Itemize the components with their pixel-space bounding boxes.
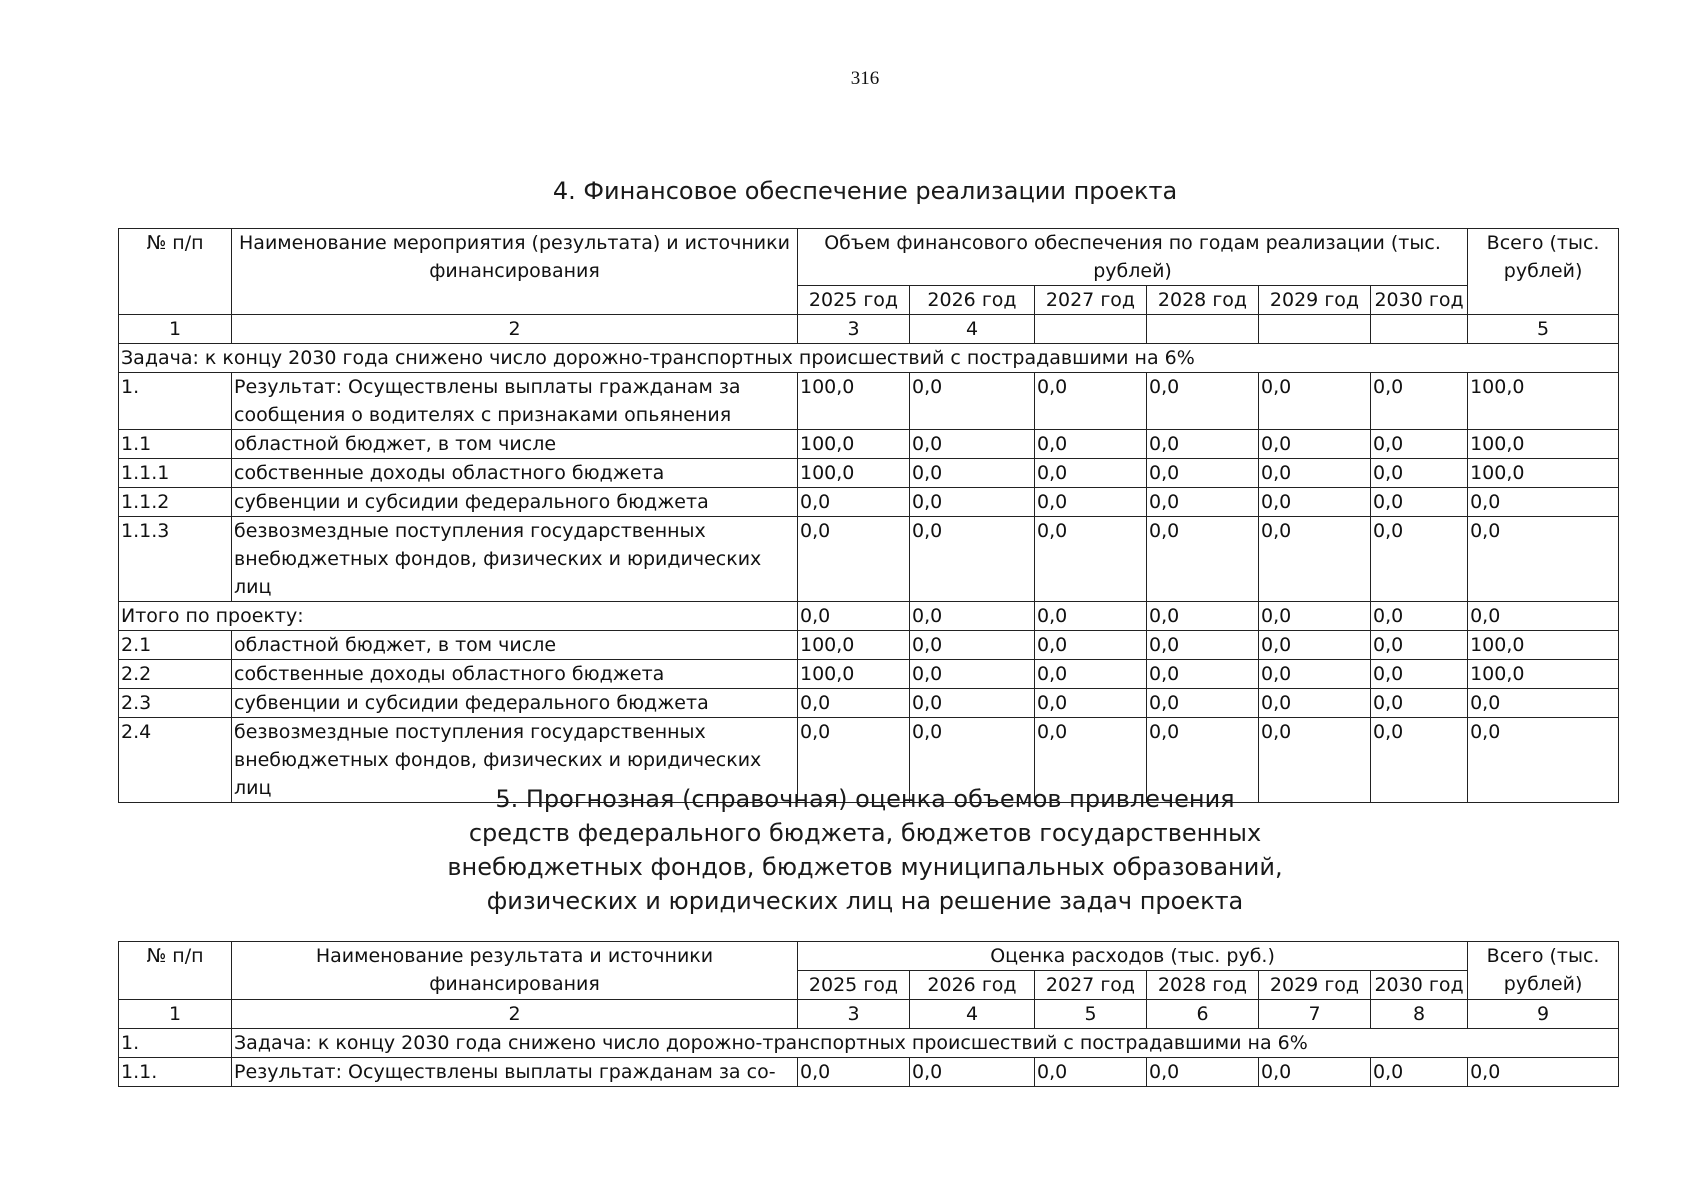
row-value: 0,0: [1259, 488, 1371, 517]
row-name: безвозмездные поступления государственных внебюджетных фондов, физических и юридических лиц: [232, 517, 798, 602]
row-num: 2.4: [119, 718, 232, 803]
row-value: 0,0: [1371, 488, 1468, 517]
row-value: 0,0: [1259, 430, 1371, 459]
row-value: 0,0: [798, 517, 910, 602]
row-num: 1.1.: [119, 1058, 232, 1087]
col-number: 8: [1371, 1000, 1468, 1029]
row-name: безвозмездные поступления государственных внебюджетных фондов, физических и юридических лиц: [232, 718, 798, 803]
total-value: 0,0: [1371, 602, 1468, 631]
row-total: 0,0: [1468, 718, 1619, 803]
row-value: 0,0: [910, 459, 1035, 488]
section-5-title: [0, 782, 1697, 918]
table-row: [119, 459, 1619, 488]
header-year: 2027 год: [1035, 286, 1147, 315]
row-value: 0,0: [1259, 689, 1371, 718]
row-num: 1.: [119, 373, 232, 430]
col-number: 1: [119, 315, 232, 344]
col-number: 5: [1035, 1000, 1147, 1029]
row-num: 1.1.3: [119, 517, 232, 602]
row-num: 1.1.1: [119, 459, 232, 488]
financing-table: [118, 228, 1619, 803]
col-number: [1371, 315, 1468, 344]
header-year: 2028 год: [1147, 971, 1259, 1000]
row-value: 0,0: [1147, 517, 1259, 602]
header-year: 2025 год: [798, 971, 910, 1000]
row-name: собственные доходы областного бюджета: [232, 660, 798, 689]
row-value: 100,0: [798, 660, 910, 689]
page-number: 316: [850, 68, 880, 89]
row-value: 0,0: [798, 1058, 910, 1087]
header-year: 2028 год: [1147, 286, 1259, 315]
header-year: 2025 год: [798, 286, 910, 315]
row-value: 0,0: [1147, 631, 1259, 660]
row-name: собственные доходы областного бюджета: [232, 459, 798, 488]
col-number: 2: [232, 1000, 798, 1029]
row-total: 0,0: [1468, 1058, 1619, 1087]
col-number: 6: [1147, 1000, 1259, 1029]
row-num: 2.1: [119, 631, 232, 660]
col-number: 3: [798, 315, 910, 344]
table-row: [119, 430, 1619, 459]
row-value: 0,0: [1147, 660, 1259, 689]
col-number: 2: [232, 315, 798, 344]
row-value: 0,0: [1147, 689, 1259, 718]
header-year: 2029 год: [1259, 971, 1371, 1000]
col-number: 1: [119, 1000, 232, 1029]
section-5-title-line: физических и юридических лиц на решение задач проекта: [486, 887, 1244, 915]
row-value: 100,0: [798, 373, 910, 430]
col-number: [1259, 315, 1371, 344]
task-row: Задача: к концу 2030 года снижено число дорожно-транспортных происшествий с пострадавшими на 6%: [232, 1029, 1619, 1058]
row-value: 0,0: [798, 718, 910, 803]
total-value: 0,0: [1259, 602, 1371, 631]
row-value: 0,0: [910, 689, 1035, 718]
row-value: 0,0: [1035, 689, 1147, 718]
row-value: 0,0: [1147, 1058, 1259, 1087]
row-name: Результат: Осуществлены выплаты гражданам за сообщения о водителях с признаками опьянения: [232, 373, 798, 430]
row-value: 0,0: [1259, 517, 1371, 602]
col-number: [1147, 315, 1259, 344]
table-row: [119, 517, 1619, 602]
row-name: субвенции и субсидии федерального бюджета: [232, 488, 798, 517]
header-total: Всего (тыс. рублей): [1468, 229, 1619, 315]
row-value: 100,0: [798, 430, 910, 459]
header-year: 2027 год: [1035, 971, 1147, 1000]
section-4-title: 4. Финансовое обеспечение реализации проекта: [552, 177, 1178, 205]
row-num: 1.1: [119, 430, 232, 459]
row-value: 0,0: [1035, 459, 1147, 488]
row-value: 0,0: [1259, 718, 1371, 803]
row-value: 0,0: [1371, 517, 1468, 602]
row-value: 0,0: [1147, 718, 1259, 803]
total-value: 0,0: [1035, 602, 1147, 631]
row-num: 2.3: [119, 689, 232, 718]
row-total: 100,0: [1468, 459, 1619, 488]
row-value: 0,0: [1035, 718, 1147, 803]
header-num: № п/п: [119, 229, 232, 315]
row-value: 0,0: [1259, 1058, 1371, 1087]
section-5-title-line: средств федерального бюджета, бюджетов государственных: [468, 819, 1262, 847]
header-name: Наименование мероприятия (результата) и источники финансирования: [232, 229, 798, 315]
header-name: Наименование результата и источники финансирования: [232, 942, 798, 1000]
table-row: [119, 488, 1619, 517]
row-value: 0,0: [1035, 488, 1147, 517]
row-value: 100,0: [798, 459, 910, 488]
row-total: 100,0: [1468, 373, 1619, 430]
row-value: 0,0: [910, 660, 1035, 689]
row-value: 0,0: [1035, 631, 1147, 660]
col-number: 9: [1468, 1000, 1619, 1029]
section-5-title-line: внебюджетных фондов, бюджетов муниципальных образований,: [447, 853, 1283, 881]
row-value: 0,0: [1371, 631, 1468, 660]
row-value: 0,0: [1371, 430, 1468, 459]
header-volume: Объем финансового обеспечения по годам реализации (тыс. рублей): [798, 229, 1468, 286]
row-value: 0,0: [1035, 430, 1147, 459]
total-total: 0,0: [1468, 602, 1619, 631]
row-total: 100,0: [1468, 631, 1619, 660]
header-total: Всего (тыс. рублей): [1468, 942, 1619, 1000]
row-name: областной бюджет, в том числе: [232, 430, 798, 459]
header-year: 2029 год: [1259, 286, 1371, 315]
row-value: 0,0: [798, 689, 910, 718]
row-value: 0,0: [1035, 1058, 1147, 1087]
row-value: 0,0: [1147, 488, 1259, 517]
row-value: 0,0: [910, 718, 1035, 803]
row-value: 0,0: [1259, 631, 1371, 660]
row-value: 0,0: [910, 488, 1035, 517]
row-value: 0,0: [1035, 660, 1147, 689]
header-num: № п/п: [119, 942, 232, 1000]
table-row: [119, 660, 1619, 689]
row-total: 100,0: [1468, 660, 1619, 689]
row-value: 0,0: [910, 373, 1035, 430]
row-num: 1.1.2: [119, 488, 232, 517]
col-number: [1035, 315, 1147, 344]
table-row: [119, 631, 1619, 660]
row-value: 0,0: [1371, 689, 1468, 718]
task-row: Задача: к концу 2030 года снижено число дорожно-транспортных происшествий с пострадавшими на 6%: [119, 344, 1619, 373]
col-number: 4: [910, 1000, 1035, 1029]
forecast-table: [118, 941, 1619, 1087]
row-value: 0,0: [1147, 373, 1259, 430]
table-row: [119, 373, 1619, 430]
row-value: 0,0: [1035, 517, 1147, 602]
row-num: 2.2: [119, 660, 232, 689]
row-value: 0,0: [910, 631, 1035, 660]
row-value: 0,0: [1371, 459, 1468, 488]
row-value: 0,0: [910, 1058, 1035, 1087]
col-number: 3: [798, 1000, 910, 1029]
row-value: 0,0: [910, 430, 1035, 459]
col-number: 7: [1259, 1000, 1371, 1029]
row-value: 0,0: [1371, 718, 1468, 803]
header-year: 2030 год: [1371, 971, 1468, 1000]
col-number: 5: [1468, 315, 1619, 344]
total-value: 0,0: [798, 602, 910, 631]
row-value: 0,0: [1371, 373, 1468, 430]
row-value: 0,0: [1259, 660, 1371, 689]
row-value: 0,0: [798, 488, 910, 517]
row-value: 0,0: [1147, 430, 1259, 459]
total-value: 0,0: [910, 602, 1035, 631]
row-name: субвенции и субсидии федерального бюджета: [232, 689, 798, 718]
row-total: 0,0: [1468, 517, 1619, 602]
section-5-title-line: 5. Прогнозная (справочная) оценка объемов привлечения: [495, 785, 1235, 813]
total-value: 0,0: [1147, 602, 1259, 631]
row-value: 0,0: [1371, 660, 1468, 689]
total-label: Итого по проекту:: [119, 602, 798, 631]
row-name: Результат: Осуществлены выплаты гражданам за со-: [232, 1058, 798, 1087]
header-year: 2030 год: [1371, 286, 1468, 315]
header-estimate: Оценка расходов (тыс. руб.): [798, 942, 1468, 971]
row-total: 0,0: [1468, 689, 1619, 718]
row-name: областной бюджет, в том числе: [232, 631, 798, 660]
row-total: 100,0: [1468, 430, 1619, 459]
row-value: 0,0: [1371, 1058, 1468, 1087]
total-row: [119, 602, 1619, 631]
table-row: [119, 689, 1619, 718]
row-value: 0,0: [1147, 459, 1259, 488]
header-year: 2026 год: [910, 971, 1035, 1000]
row-value: 0,0: [1259, 459, 1371, 488]
col-number: 4: [910, 315, 1035, 344]
row-num: 1.: [119, 1029, 232, 1058]
row-total: 0,0: [1468, 488, 1619, 517]
header-year: 2026 год: [910, 286, 1035, 315]
row-value: 0,0: [910, 517, 1035, 602]
row-value: 0,0: [1035, 373, 1147, 430]
row-value: 100,0: [798, 631, 910, 660]
row-value: 0,0: [1259, 373, 1371, 430]
